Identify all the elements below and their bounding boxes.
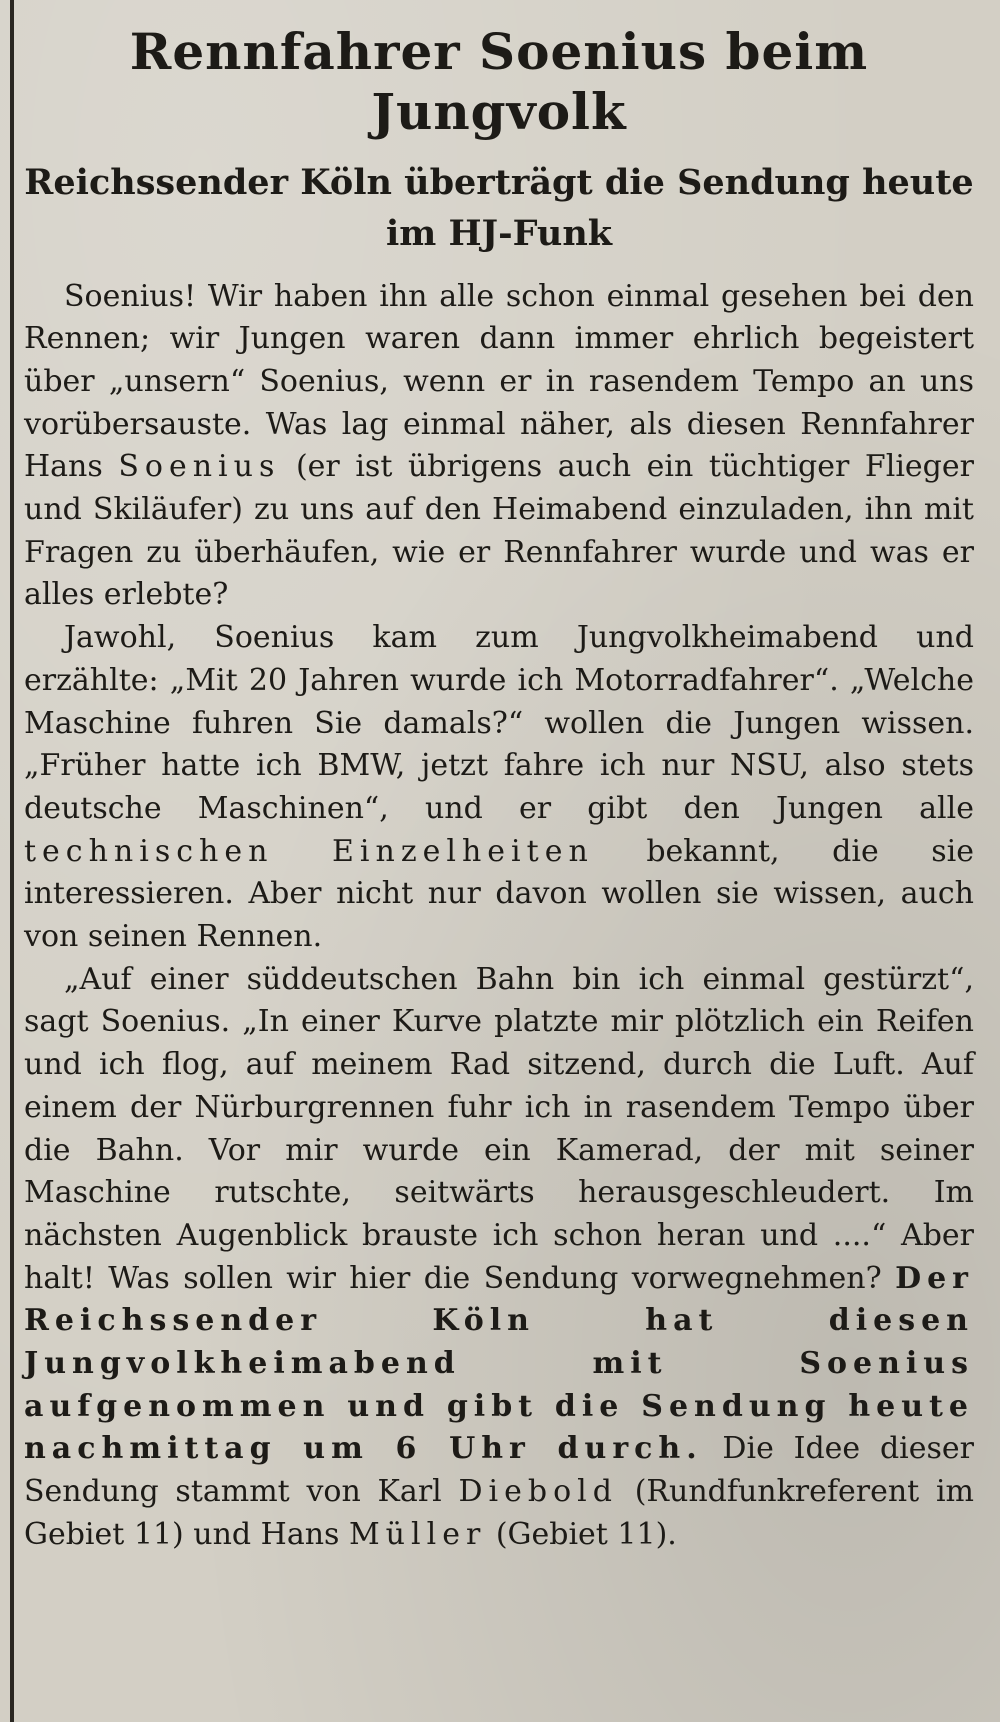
subheadline-line-1: Reichssender Köln überträgt die Sendung heute [24, 162, 974, 203]
paragraph-2-spaced-phrase: technischen Einzelheiten [24, 833, 594, 869]
paragraph-3-spaced-name-mueller: Müller [348, 1516, 487, 1552]
paragraph-3-spaced-name-diebold: Diebold [458, 1474, 618, 1510]
paragraph-3-broadcast-notice: Der Reichssender Köln hat diesen Jungvolkheimabend mit Soenius aufgenommen und gibt die Sendung heute nachmittag um 6 Uhr durch. [24, 1260, 974, 1467]
paragraph-3-text-g: (Gebiet 11). [486, 1516, 677, 1552]
paragraph-3-text-a: „Auf einer süddeutschen Bahn bin ich einmal gestürzt“, sagt Soenius. „In einer Kurve platzte mir plötzlich ein Reifen und ich flog, auf meinem Rad sitzend, durch die Luft. Auf einem der Nürburgrennen fuhr ich in rasendem Tempo über die Bahn. Vor mir wurde ein Kamerad, der mit seiner Maschine rutschte, seitwärts herausgeschleudert. Im nächsten Augenblick brauste ich schon heran und ....“ Aber halt! Was sollen wir hier die Sendung vorwegnehmen? [24, 961, 974, 1296]
paragraph-2 [24, 617, 974, 959]
article-body [24, 276, 974, 1557]
paragraph-1 [24, 276, 974, 618]
column-rule [10, 0, 14, 1722]
paragraph-2-text-c: bekannt, die sie interessieren. Aber nicht nur davon wollen sie wissen, auch von seinen Rennen. [24, 833, 975, 955]
paragraph-3-text-c: Die Idee dieser Sendung stammt von Karl [24, 1431, 974, 1510]
article [24, 22, 974, 1557]
paragraph-1-text-c: (er ist übrigens auch ein tüchtiger Flieger und Skiläufer) zu uns auf den Heimabend einzuladen, ihn mit Fragen zu überhäufen, wie er Rennfahrer wurde und was er alles erlebte? [24, 449, 974, 613]
subheadline-line-2: im HJ-Funk [385, 212, 613, 254]
paragraph-1-text-a: Soenius! Wir haben ihn alle schon einmal gesehen bei den Rennen; wir Jungen waren dann immer ehrlich begeistert über „unsern“ Soenius, wenn er in rasendem Tempo an uns vorübersauste. Was lag einmal näher, als diesen Rennfahrer Hans [24, 278, 974, 485]
paragraph-3 [24, 959, 974, 1557]
paragraph-2-text-a: Jawohl, Soenius kam zum Jungvolkheimabend und erzählte: „Mit 20 Jahren wurde ich Motorradfahrer“. „Welche Maschine fuhren Sie damals?“ wollen die Jungen wissen. „Früher hatte ich BMW, jetzt fahre ich nur NSU, also stets deutsche Maschinen“, und er gibt den Jungen alle [24, 620, 974, 826]
paragraph-1-spaced-name: Soenius [118, 449, 281, 485]
paragraph-3-text-e: (Rundfunkreferent im Gebiet 11) und Hans [24, 1474, 974, 1552]
subheadline [24, 158, 974, 260]
headline: Rennfahrer Soenius beim Jungvolk [129, 22, 869, 141]
